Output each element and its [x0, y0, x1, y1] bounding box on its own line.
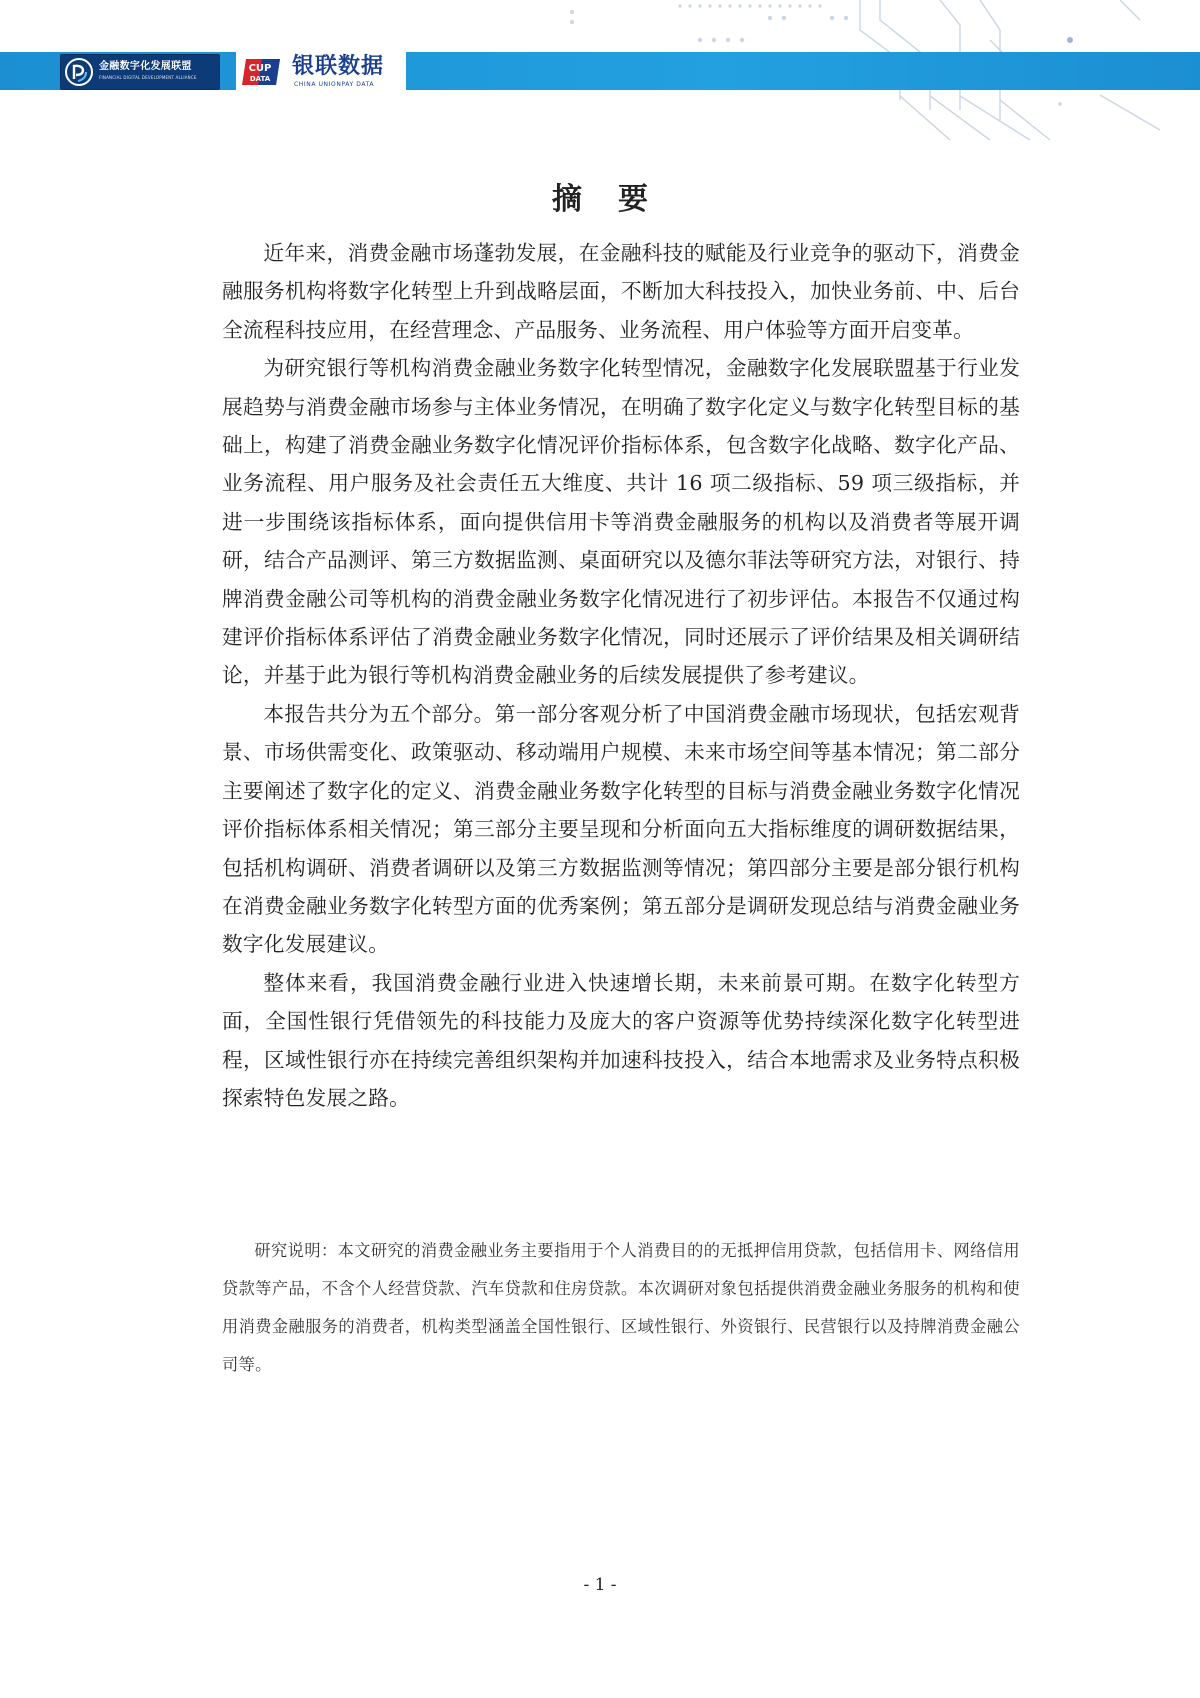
- alliance-name: 金融数字化发展联盟: [99, 61, 192, 72]
- page-title: 摘要: [552, 182, 684, 217]
- cup-data-logo: [236, 52, 406, 92]
- cup-data-name-en: CHINA UNIONPAY DATA: [294, 81, 375, 88]
- cup-data-name: 银联数据: [292, 54, 385, 79]
- cup-badge-bottom: DATA: [249, 75, 271, 83]
- research-note: 研究说明：本文研究的消费金融业务主要指用于个人消费目的的无抵押信用贷款，包括信用卡、网络信用贷款等产品，不含个人经营贷款、汽车贷款和住房贷款。本次调研对象包括提供消费金融业务服务的机构和使用消费金融服务的消费者，机构类型涵盖全国性银行、区域性银行、外资银行、民营银行以及持牌消费金融公司等。: [222, 1241, 1020, 1374]
- paragraph-3: 本报告共分为五个部分。第一部分客观分析了中国消费金融市场现状，包括宏观背景、市场供需变化、政策驱动、移动端用户规模、未来市场空间等基本情况；第二部分主要阐述了数字化的定义、消费金融业务数字化转型的目标与消费金融业务数字化情况评价指标体系相关情况；第三部分主要呈现和分析面向五大指标维度的调研数据结果，包括机构调研、消费者调研以及第三方数据监测等情况；第四部分主要是部分银行机构在消费金融业务数字化转型方面的优秀案例；第五部分是调研发现总结与消费金融业务数字化发展建议。: [222, 701, 1020, 957]
- alliance-logo-icon: [64, 57, 94, 87]
- alliance-name-en: FINANCIAL DIGITAL DEVELOPMENT ALLIANCE: [99, 75, 197, 80]
- abstract-body: [222, 234, 1020, 1117]
- cup-data-logo-icon: [240, 57, 284, 87]
- paragraph-4: 整体来看，我国消费金融行业进入快速增长期，未来前景可期。在数字化转型方面，全国性银行凭借领先的科技能力及庞大的客户资源等优势持续深化数字化转型进程，区域性银行亦在持续完善组织架构并加速科技投入，结合本地需求及业务特点积极探索特色发展之路。: [222, 970, 1020, 1110]
- paragraph-2: 为研究银行等机构消费金融业务数字化转型情况，金融数字化发展联盟基于行业发展趋势与消费金融市场参与主体业务情况，在明确了数字化定义与数字化转型目标的基础上，构建了消费金融业务数字化情况评价指标体系，包含数字化战略、数字化产品、业务流程、用户服务及社会责任五大维度、共计 16 项二级指标、59 项三级指标，并进一步围绕该指标体系，面向提供信用卡等消费金融服务的机构以及消费者等展开调研，结合产品测评、第三方数据监测、桌面研究以及德尔菲法等研究方法，对银行、持牌消费金融公司等机构的消费金融业务数字化情况进行了初步评估。本报告不仅通过构建评价指标体系评估了消费金融业务数字化情况，同时还展示了评价结果及相关调研结论，并基于此为银行等机构消费金融业务的后续发展提供了参考建议。: [222, 356, 1020, 688]
- cup-badge-top: CUP: [248, 63, 272, 74]
- page-number: - 1 -: [583, 1575, 617, 1595]
- alliance-logo: [60, 54, 220, 90]
- alliance-logo-text: [99, 61, 197, 83]
- paragraph-1: 近年来，消费金融市场蓬勃发展，在金融科技的赋能及行业竞争的驱动下，消费金融服务机构将数字化转型上升到战略层面，不断加大科技投入，加快业务前、中、后台全流程科技应用，在经营理念、产品服务、业务流程、用户体验等方面开启变革。: [222, 241, 1020, 342]
